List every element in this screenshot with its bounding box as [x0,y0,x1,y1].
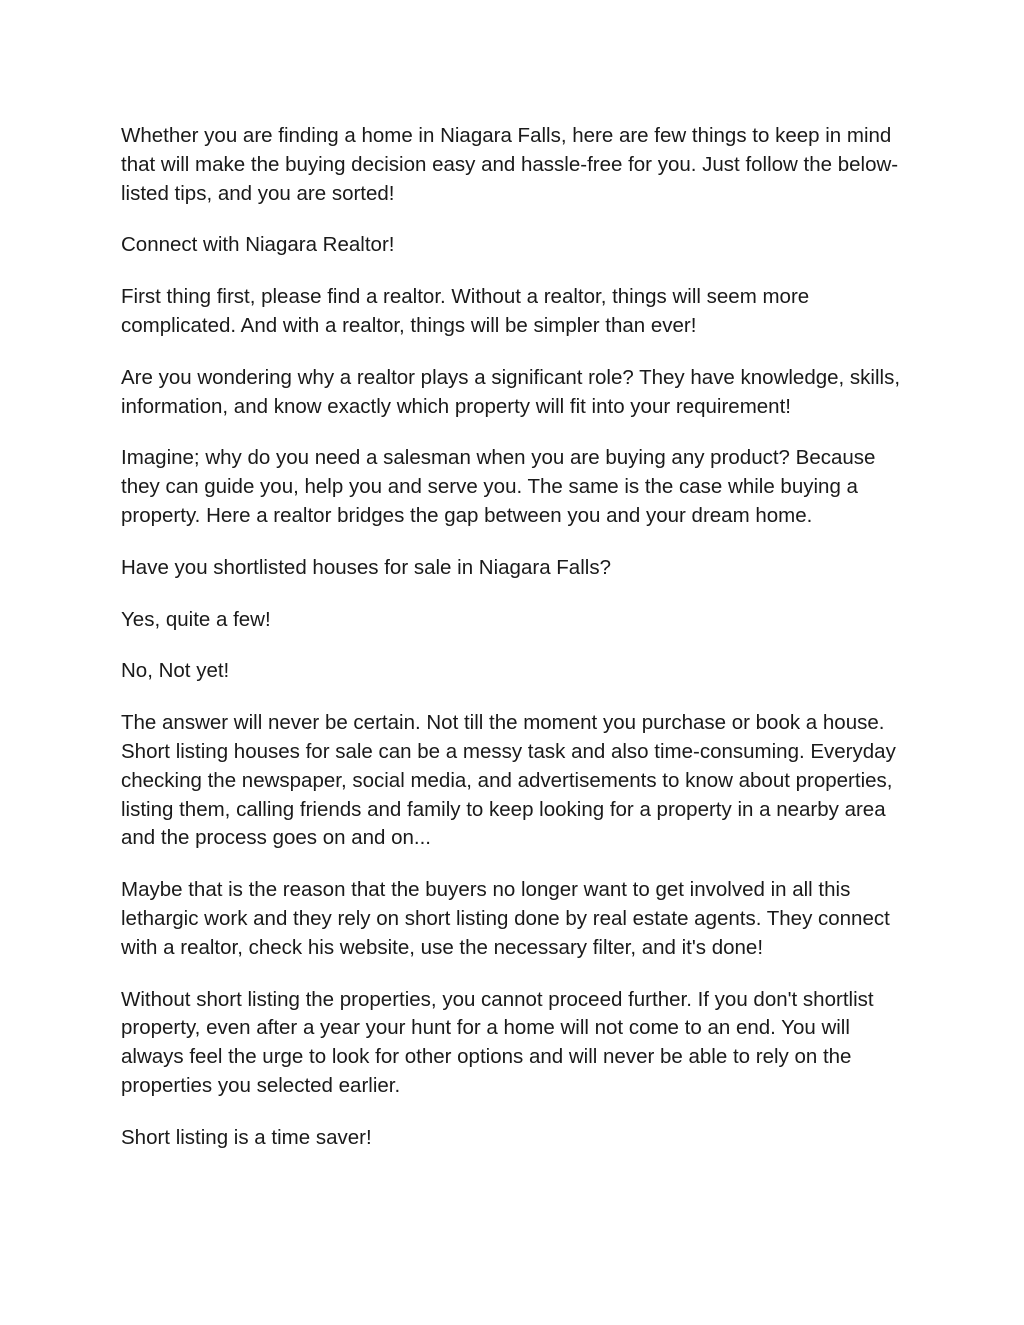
answer-no: No, Not yet! [121,659,230,683]
closing-line-time-saver: Short listing is a time saver! [121,1125,372,1149]
answer-yes: Yes, quite a few! [121,607,271,631]
paragraph-realtor-role: Are you wondering why a realtor plays a significant role? They have knowledge, skills, information, and know exactly which property will fit into your requirement! [121,365,901,418]
paragraph-salesman-analogy: Imagine; why do you need a salesman when you are buying any product? Because they can guide you, help you and serve you. The same is the case while buying a property. Here a realtor bridges the gap between you and your dream home. [121,446,876,527]
paragraph-answer-uncertain: The answer will never be certain. Not till the moment you purchase or book a house. Short listing houses for sale can be a messy task and also time-consuming. Everyday checking the newspaper, social media, and advertisements to know about properties, listing them, calling friends and family to keep looking for a property in a nearby area and the process goes on and on... [121,711,896,850]
question-shortlisted-houses: Have you shortlisted houses for sale in Niagara Falls? [121,555,611,579]
section-heading-connect-realtor: Connect with Niagara Realtor! [121,233,395,257]
document-page [121,122,911,1176]
paragraph-find-realtor: First thing first, please find a realtor. Without a realtor, things will seem more complicated. And with a realtor, things will be simpler than ever! [121,285,810,337]
paragraph-buyers-rely-agents: Maybe that is the reason that the buyers no longer want to get involved in all this lethargic work and they rely on short listing done by real estate agents. They connect with a realtor, check his website, use the necessary filter, and it's done! [121,878,890,959]
paragraph-shortlisting-importance: Without short listing the properties, you cannot proceed further. If you don't shortlist property, even after a year your hunt for a home will not come to an end. You will always feel the urge to look for other options and will never be able to rely on the properties you selected earlier. [121,987,874,1097]
intro-paragraph: Whether you are finding a home in Niagara Falls, here are few things to keep in mind that will make the buying decision easy and hassle-free for you. Just follow the below-listed tips, and you are sorted! [121,124,899,205]
